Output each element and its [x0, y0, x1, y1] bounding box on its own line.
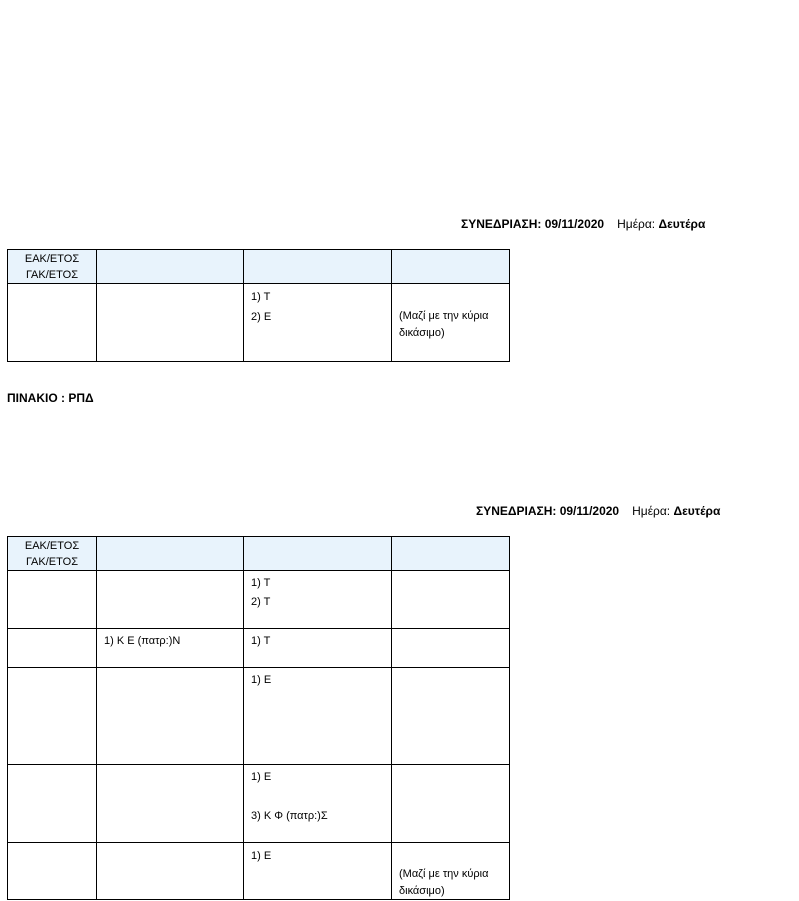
row-cell-parties — [244, 284, 392, 362]
row-cell-note — [392, 668, 510, 765]
header-cell-2 — [97, 537, 244, 571]
party-line: 1) Τ — [251, 291, 271, 303]
session-heading-2 — [476, 504, 720, 518]
header-cell-4 — [392, 537, 510, 571]
table-row — [8, 843, 510, 900]
header-line-gak: ΓΑΚ/ΕΤΟΣ — [26, 269, 78, 281]
row-cell-parties — [244, 571, 392, 629]
row-cell-note — [392, 629, 510, 668]
row-cell-note — [392, 284, 510, 362]
session-label: ΣΥΝΕΔΡΙΑΣΗ: 09/11/2020 — [461, 217, 605, 231]
row-cell-1 — [8, 668, 97, 765]
header-line-eak: ΕΑΚ/ΕΤΟΣ — [24, 253, 80, 265]
party-line: 3) Κ Φ (πατρ:)Σ — [251, 810, 328, 822]
day-label: Ημέρα: — [617, 217, 656, 231]
party-line: 1) Ε — [251, 771, 272, 783]
row-cell-parties — [244, 629, 392, 668]
docket-title: ΠΙΝΑΚΙΟ : ΡΠΔ — [7, 391, 94, 405]
party-line: 2) Ε — [251, 311, 272, 323]
day-label: Ημέρα: — [632, 504, 671, 518]
header-cell-4 — [392, 250, 510, 284]
party-line: 1) Τ — [251, 577, 271, 589]
session-label: ΣΥΝΕΔΡΙΑΣΗ: 09/11/2020 — [476, 504, 620, 518]
row-cell-2 — [97, 571, 244, 629]
header-line-eak: ΕΑΚ/ΕΤΟΣ — [24, 540, 80, 552]
row-cell-2 — [97, 629, 244, 668]
table-row — [8, 629, 510, 668]
day-value: Δευτέρα — [673, 504, 721, 518]
header-line-gak: ΓΑΚ/ΕΤΟΣ — [26, 556, 78, 568]
note-line: (Μαζί με την κύρια — [399, 310, 489, 322]
party-line: 1) Ε — [251, 674, 272, 686]
header-cell-case-number — [8, 537, 97, 571]
row-cell-parties — [244, 765, 392, 843]
party-line: 1) Ε — [251, 850, 272, 862]
party-line: 1) Τ — [251, 635, 271, 647]
day-value: Δευτέρα — [658, 217, 706, 231]
header-cell-3 — [244, 537, 392, 571]
row-cell-1 — [8, 843, 97, 900]
row-cell-note — [392, 571, 510, 629]
row-cell-2 — [97, 843, 244, 900]
header-cell-case-number — [8, 250, 97, 284]
row-cell-1 — [8, 629, 97, 668]
header-cell-2 — [97, 250, 244, 284]
row-cell-note — [392, 843, 510, 900]
row-cell-2 — [97, 668, 244, 765]
row-cell-1 — [8, 765, 97, 843]
row-cell-1 — [8, 284, 97, 362]
table-header-row — [8, 537, 510, 571]
row-cell-1 — [8, 571, 97, 629]
row-cell-parties — [244, 843, 392, 900]
row-cell-note — [392, 765, 510, 843]
session-heading-1 — [461, 217, 705, 231]
party-line: 1) Κ Ε (πατρ:)Ν — [104, 635, 181, 647]
note-line: (Μαζί με την κύρια — [399, 868, 489, 880]
party-line: 2) Τ — [251, 596, 271, 608]
note-line: δικάσιμο) — [399, 327, 445, 339]
header-cell-3 — [244, 250, 392, 284]
docket-table-2 — [7, 536, 510, 900]
row-cell-parties — [244, 668, 392, 765]
table-row — [8, 571, 510, 629]
table-row — [8, 668, 510, 765]
row-cell-2 — [97, 765, 244, 843]
table-header-row — [8, 250, 510, 284]
table-row — [8, 284, 510, 362]
note-line: δικάσιμο) — [399, 885, 445, 897]
row-cell-2 — [97, 284, 244, 362]
table-row — [8, 765, 510, 843]
docket-table-1 — [7, 249, 510, 362]
